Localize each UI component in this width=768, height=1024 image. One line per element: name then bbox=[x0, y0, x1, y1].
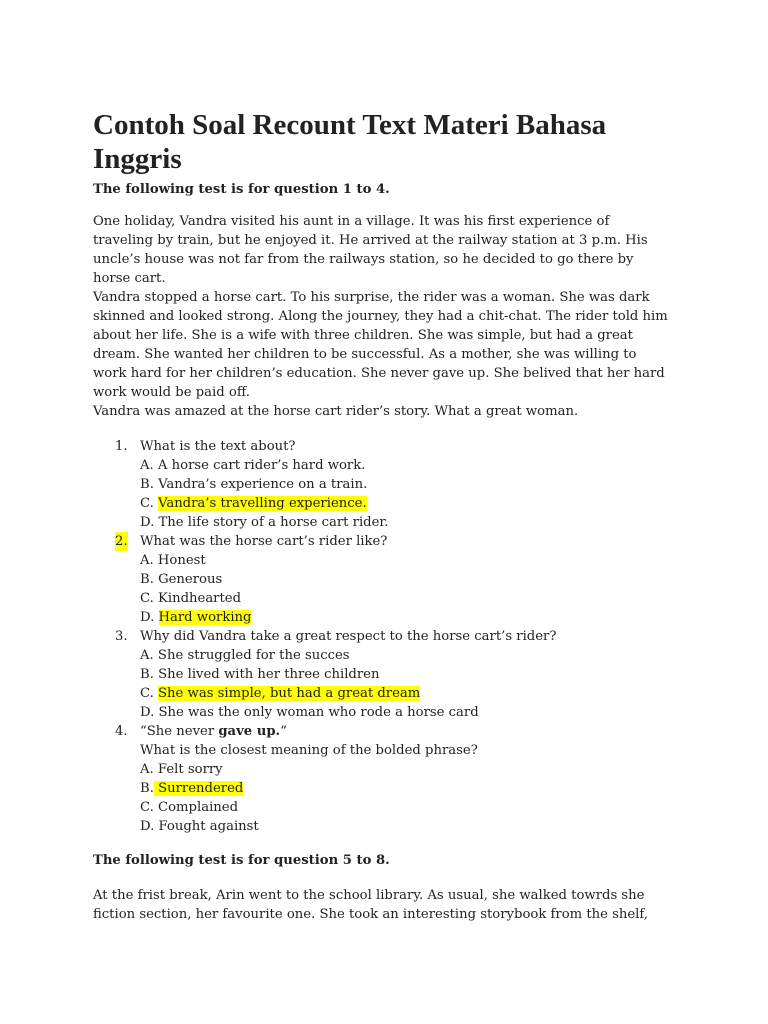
page-title: Contoh Soal Recount Text Materi Bahasa Inggris bbox=[93, 109, 607, 175]
question-number: 4. bbox=[115, 724, 128, 739]
answer-highlight: Hard working bbox=[158, 610, 252, 625]
answer-highlight: Surrendered bbox=[154, 781, 243, 796]
option-d: D. Hard working bbox=[140, 610, 252, 625]
question-prompt: What is the text about? bbox=[140, 439, 296, 454]
option-c: C. She was simple, but had a great dream bbox=[140, 686, 421, 701]
question-prompt: Why did Vandra take a great respect to the horse cart’s rider? bbox=[140, 629, 557, 644]
question-3 bbox=[93, 627, 673, 722]
question-number: 3. bbox=[115, 629, 128, 644]
option-b: B. She lived with her three children bbox=[140, 667, 380, 682]
question-2 bbox=[93, 532, 673, 627]
passage-paragraph: Vandra was amazed at the horse cart rider’s story. What a great woman. bbox=[93, 404, 579, 419]
option-d: D. The life story of a horse cart rider. bbox=[140, 515, 389, 530]
option-a: A. Honest bbox=[140, 553, 206, 568]
option-b: B. Vandra’s experience on a train. bbox=[140, 477, 368, 492]
section-heading-2: The following test is for question 5 to 8. bbox=[93, 853, 390, 868]
question-prompt: What was the horse cart’s rider like? bbox=[140, 534, 388, 549]
question-1 bbox=[93, 437, 673, 532]
passage-2 bbox=[93, 886, 673, 924]
option-b: B. Generous bbox=[140, 572, 223, 587]
passage-paragraph: At the frist break, Arin went to the school library. As usual, she walked towrds she fiction section, her favourite one. She took an interesting storybook from the shelf, bbox=[93, 888, 649, 922]
option-c: C. Complained bbox=[140, 800, 239, 815]
question-quote: “She never gave up.“ bbox=[140, 724, 287, 739]
option-a: A. Felt sorry bbox=[140, 762, 223, 777]
option-d: D. Fought against bbox=[140, 819, 259, 834]
question-prompt: What is the closest meaning of the bolded phrase? bbox=[140, 743, 478, 758]
question-list bbox=[93, 437, 673, 836]
question-number: 1. bbox=[115, 439, 128, 454]
option-c: C. Vandra’s travelling experience. bbox=[140, 496, 367, 511]
option-c: C. Kindhearted bbox=[140, 591, 242, 606]
answer-highlight: Vandra’s travelling experience. bbox=[158, 496, 367, 511]
question-number: 2. bbox=[115, 534, 128, 549]
passage-paragraph: One holiday, Vandra visited his aunt in a village. It was his first experience of traveling by train, but he enjoyed it. He arrived at the railway station at 3 p.m. His uncle’s house was not far from the railways station, so he decided to go there by horse cart. bbox=[93, 214, 648, 286]
option-d: D. She was the only woman who rode a horse card bbox=[140, 705, 479, 720]
option-a: A. She struggled for the succes bbox=[140, 648, 350, 663]
question-4 bbox=[93, 722, 673, 836]
option-b: B. Surrendered bbox=[140, 781, 244, 796]
option-a: A. A horse cart rider’s hard work. bbox=[140, 458, 366, 473]
passage-paragraph: Vandra stopped a horse cart. To his surprise, the rider was a woman. She was dark skinned and looked strong. Along the journey, they had a chit-chat. The rider told him about her life. She is a wife with three children. She was simple, but had a great dream. She wanted her children to be successful. As a mother, she was willing to work hard for her children’s education. She never gave up. She belived that her hard work would be paid off. bbox=[93, 290, 668, 400]
section-heading-1: The following test is for question 1 to 4. bbox=[93, 182, 390, 197]
passage-1 bbox=[93, 212, 673, 421]
answer-highlight: She was simple, but had a great dream bbox=[158, 686, 421, 701]
